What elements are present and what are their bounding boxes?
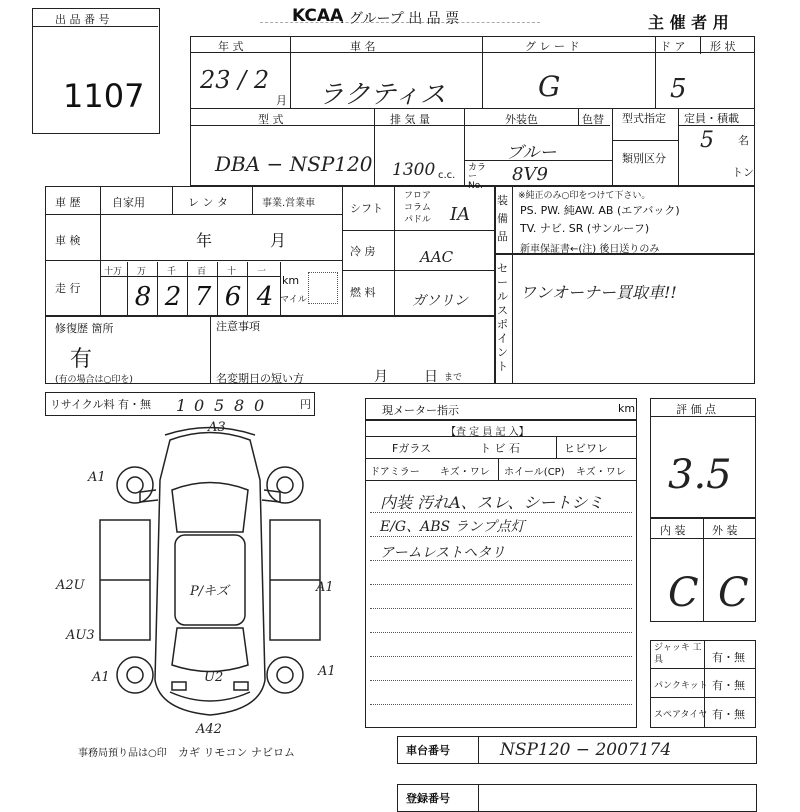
recycle-digit: 0 bbox=[254, 396, 265, 415]
damage-mark: A42 bbox=[196, 722, 222, 737]
inspector-note: 内装 汚れA、スレ、シートシミ bbox=[380, 493, 604, 512]
digit-header: 千 bbox=[167, 267, 177, 277]
ac-label: 冷 房 bbox=[350, 245, 376, 258]
chassis-label: 車台番号 bbox=[406, 744, 450, 757]
capacity-label: 定員・積載 bbox=[684, 112, 739, 125]
recycle-digit: 0 bbox=[194, 396, 205, 415]
inspection-label: 車 検 bbox=[55, 234, 81, 247]
score-value: 3.5 bbox=[668, 452, 732, 498]
damage-mark: A1 bbox=[88, 470, 106, 485]
inspector-note: E/G、ABS ランプ点灯 bbox=[380, 519, 525, 535]
damage-mark: A3 bbox=[208, 420, 226, 435]
color-value: ブルー bbox=[506, 143, 557, 163]
inspection-month: 月 bbox=[270, 231, 287, 250]
shape-label: 形 状 bbox=[710, 40, 736, 53]
year-value: 23 / 2 bbox=[200, 66, 270, 94]
cc-unit: c.c. bbox=[438, 170, 456, 181]
mileage-digit: 8 bbox=[134, 282, 152, 312]
displacement-label: 排 気 量 bbox=[390, 113, 430, 126]
ac-value: AAC bbox=[420, 248, 454, 266]
sales-point-box bbox=[495, 254, 755, 384]
color-no-value: 8V9 bbox=[512, 164, 548, 185]
registration-label: 登録番号 bbox=[406, 792, 450, 805]
glass-label: Fガラス bbox=[392, 442, 431, 455]
jack-label: ジャッキ 工 具 bbox=[654, 643, 702, 665]
type-label: 型式指定 bbox=[622, 112, 666, 125]
shift-label: シフト bbox=[350, 202, 383, 215]
equipment-note: ※純正のみ○印をつけて下さい。 bbox=[518, 191, 651, 201]
mirror-options: キズ・ワレ bbox=[440, 467, 490, 478]
mile-box bbox=[308, 272, 338, 304]
class-label: 類別区分 bbox=[622, 152, 666, 165]
model-label: 型 式 bbox=[258, 113, 284, 126]
form-title: . グループ 出 品 票 bbox=[340, 11, 460, 27]
color-no-label: カラー No. bbox=[468, 163, 487, 191]
digit-header: 万 bbox=[137, 267, 147, 277]
interior-value: C bbox=[668, 570, 699, 616]
digit-header: 十 bbox=[227, 267, 237, 277]
wheel-options: キズ・ワレ bbox=[576, 467, 626, 478]
recycle-digit: 8 bbox=[234, 396, 245, 415]
meter-unit: km bbox=[618, 402, 636, 415]
rename-until: まで bbox=[444, 373, 463, 383]
car-name: ラクティス bbox=[318, 80, 446, 110]
score-label: 評 価 点 bbox=[676, 403, 716, 416]
inspector-note: アームレストヘタリ bbox=[380, 545, 506, 561]
lot-number: 1107 bbox=[63, 77, 145, 115]
exterior-label: 外 装 bbox=[712, 524, 738, 537]
repair-value: 有 bbox=[70, 347, 93, 372]
mirror-label: ドアミラー bbox=[370, 467, 420, 478]
rental-label: レ ン タ bbox=[188, 196, 228, 209]
digit-header: 百 bbox=[197, 267, 207, 277]
recycle-unit: 円 bbox=[300, 398, 311, 411]
recycle-label: リサイクル料 有・無 bbox=[50, 398, 151, 411]
color-change-label: 色替 bbox=[582, 113, 604, 126]
office-items: カギ リモコン ナビロム bbox=[178, 746, 295, 759]
puncture-label: パンクキット bbox=[654, 681, 708, 691]
equipment-line1: PS. PW. 純AW. AB (エアバック) bbox=[520, 204, 680, 217]
lot-number-label: 出 品 番 号 bbox=[55, 13, 110, 26]
crack-label: ヒビワレ bbox=[564, 442, 608, 455]
registration-box bbox=[397, 784, 757, 812]
rename-label: 名変期日の短い方 bbox=[216, 372, 304, 385]
caution-label: 注意事項 bbox=[216, 320, 260, 333]
logo: KCAA bbox=[292, 6, 344, 26]
month-unit: 月 bbox=[276, 94, 287, 107]
doors-label: ド ア bbox=[660, 40, 686, 53]
mileage-digit: 7 bbox=[194, 282, 212, 312]
repair-label: 修復歴 箇所 bbox=[55, 322, 114, 335]
rename-month: 月 bbox=[374, 369, 388, 385]
private-label: 自家用 bbox=[112, 196, 145, 209]
damage-mark: A1 bbox=[92, 670, 110, 685]
doors-value: 5 bbox=[670, 74, 687, 104]
sales-point-label: セールスポイント bbox=[497, 262, 508, 373]
spare-label: スペアタイヤ bbox=[654, 710, 708, 720]
rename-day: 日 bbox=[424, 369, 438, 385]
organizer-label: 主 催 者 用 bbox=[648, 13, 729, 32]
history-label: 車 歴 bbox=[55, 196, 81, 209]
wheel-label: ホイール(CP) bbox=[504, 467, 565, 478]
year-label: 年 式 bbox=[218, 40, 244, 53]
repair-note: (有の場合は○印を) bbox=[55, 375, 133, 385]
roof-mark: P/キズ bbox=[190, 584, 229, 599]
equipment-label: 装備品 bbox=[497, 194, 508, 243]
mileage-digit: 2 bbox=[164, 282, 182, 312]
damage-mark: A1 bbox=[316, 580, 334, 595]
inspection-year: 年 bbox=[196, 231, 213, 250]
puncture-value: 有・無 bbox=[712, 679, 745, 692]
digit-header: 十万 bbox=[104, 267, 123, 277]
model-value: DBA − NSP120 bbox=[215, 152, 373, 176]
floor-label: フロア bbox=[404, 191, 432, 201]
fuel-value: ガソリン bbox=[412, 293, 468, 309]
grade-value: G bbox=[538, 70, 561, 103]
damage-mark: A2U bbox=[56, 578, 85, 593]
shift-value: IA bbox=[450, 204, 471, 225]
digit-header: 一 bbox=[257, 267, 267, 277]
damage-mark: U2 bbox=[204, 670, 224, 685]
ton-unit: トン bbox=[732, 166, 754, 179]
equipment-line3: 新車保証書←(注) 後日送りのみ bbox=[520, 244, 660, 255]
damage-mark: AU3 bbox=[66, 628, 95, 643]
sales-point-text: ワンオーナー買取車!! bbox=[520, 283, 677, 302]
color-label: 外装色 bbox=[505, 113, 538, 126]
spare-value: 有・無 bbox=[712, 708, 745, 721]
displacement-value: 1300 bbox=[392, 160, 436, 180]
capacity-value: 5 bbox=[700, 128, 714, 153]
name-label: 車 名 bbox=[350, 40, 376, 53]
mileage-digit: 6 bbox=[224, 282, 242, 312]
jack-value: 有・無 bbox=[712, 651, 745, 664]
recycle-digit: 1 bbox=[176, 396, 187, 415]
mileage-digit: 4 bbox=[256, 282, 274, 312]
inspector-title: 【査 定 員 記 入】 bbox=[446, 427, 529, 438]
meter-label: 現メーター指示 bbox=[382, 404, 459, 417]
column-label: コラム bbox=[404, 203, 431, 213]
exterior-value: C bbox=[718, 570, 749, 616]
damage-mark: A1 bbox=[318, 664, 336, 679]
paddle-label: パドル bbox=[404, 215, 431, 225]
recycle-digit: 5 bbox=[214, 396, 225, 415]
capacity-unit: 名 bbox=[738, 134, 749, 147]
office-note: 事務局預り品は○印 bbox=[78, 748, 167, 759]
fuel-label: 燃 料 bbox=[350, 286, 376, 299]
equipment-line2: TV. ナビ. SR (サンルーフ) bbox=[520, 222, 650, 235]
chassis-value: NSP120 − 2007174 bbox=[500, 740, 672, 760]
grade-label: グ レ ー ド bbox=[525, 40, 580, 53]
mile-label: マイル bbox=[280, 295, 307, 305]
business-label: 事業.営業車 bbox=[262, 198, 316, 209]
mileage-label: 走 行 bbox=[55, 282, 81, 295]
glass-options: ト ビ 石 bbox=[480, 442, 520, 455]
km-label: km bbox=[282, 274, 300, 287]
lot-number-box bbox=[32, 8, 160, 134]
interior-label: 内 装 bbox=[660, 524, 686, 537]
